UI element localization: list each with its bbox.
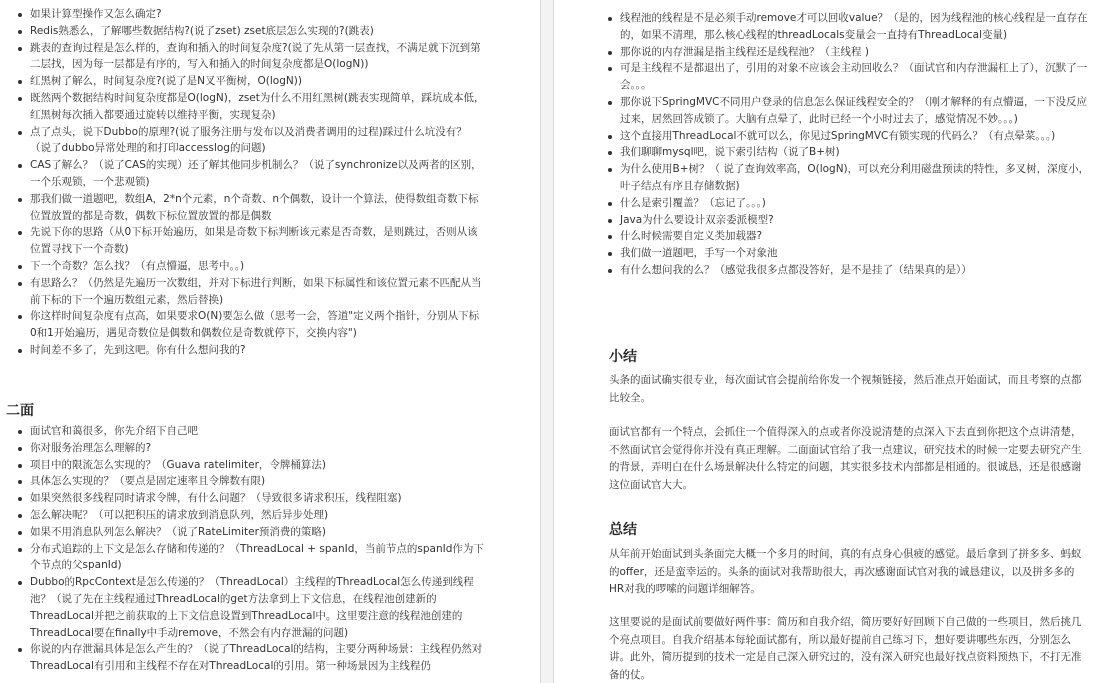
bullet-icon — [608, 151, 612, 155]
bullet-icon — [18, 514, 22, 518]
list-item — [620, 195, 1090, 212]
list-item-text: 项目中的限流怎么实现的？（Guava ratelimiter，令牌桶算法) — [30, 458, 327, 471]
bullet-icon — [18, 430, 22, 434]
bullet-icon — [18, 531, 22, 535]
list-item-text: 有什么想问我的么？（感觉我很多点都没答好，是不是挂了（结果真的是）） — [620, 263, 972, 276]
list-item — [620, 161, 1090, 195]
list-item-text: 面试官和蔼很多，你先介绍下自己吧 — [30, 425, 198, 437]
list-item — [30, 574, 485, 641]
bullet-icon — [18, 131, 22, 135]
bullet-icon — [18, 265, 22, 269]
list-item — [30, 473, 485, 490]
list-item-text: 具体怎么实现的？（要点是固定速率且令牌数有限) — [30, 475, 266, 488]
bullet-icon — [608, 135, 612, 139]
list-item — [30, 541, 485, 575]
list-item — [30, 73, 485, 90]
bullet-icon — [18, 97, 22, 101]
question-list-first-round — [30, 6, 485, 359]
bullet-icon — [608, 235, 612, 239]
bullet-icon — [18, 30, 22, 34]
list-item-text: 如果计算型操作又怎么确定? — [30, 8, 162, 20]
list-item — [620, 228, 1090, 245]
conclusion-paragraph-2: 这里要说的是面试前要做好两件事：简历和自我介绍，简历要好好回顾下自己做的一些项目，然后挑几个亮点项目。自我介绍基本每轮面试都有，所以最好提前自己练习下，想好要讲哪些东西，分别怎么讲。此外，简历提到的技术一定是自己深入研究过的，没有深入研究也最好找点资料预热下，不打无准备的仗。 — [609, 616, 1082, 681]
list-item — [620, 10, 1090, 44]
list-item-text: 下一个奇数？怎么找？（有点懵逼，思考中。。) — [30, 259, 245, 272]
bullet-icon — [608, 17, 612, 21]
bullet-icon — [18, 47, 22, 51]
list-item-text: 你这样时间复杂度有点高，如果要求O(N)要怎么做（思考一会，答道"定义两个指针，分别从下标0和1开始遍历，遇见奇数位是偶数和偶数位是奇数就停下，交换内容") — [30, 310, 480, 340]
list-item-text: 我们聊聊mysql吧，说下索引结构（说了B+树) — [620, 146, 840, 159]
bullet-icon — [18, 497, 22, 501]
section-title-second-round: 二面 — [6, 403, 34, 419]
bullet-icon — [18, 164, 22, 168]
list-item-text: 怎么解决呢？（可以把积压的请求放到消息队列，然后异步处理) — [30, 508, 329, 521]
list-item-text: 你说的内存泄漏具体是怎么产生的？（说了ThreadLocal的结构，主要分两种场景：主线程仍然对ThreadLocal有引用和主线程不存在对ThreadLocal的引用。第一种场景因为主线程仍 — [30, 643, 483, 673]
bullet-icon — [18, 315, 22, 319]
bullet-icon — [18, 282, 22, 286]
bullet-icon — [608, 269, 612, 273]
summary-paragraph-1: 头条的面试确实很专业，每次面试官会提前给你发一个视频链接，然后准点开始面试，而且考察的点都比较全。 — [609, 374, 1082, 404]
list-item-text: 有思路么？（仍然是先遍历一次数组，并对下标进行判断，如果下标属性和该位置元素不匹配从当前下标的下一个遍历数组元素，然后替换) — [30, 276, 482, 306]
list-item-text: 线程池的线程是不是必须手动remove才可以回收value？（是的，因为线程池的核心线程是一直存在的，如果不清理，那么核心线程的threadLocals变量会一直持有ThreadLocal变量) — [620, 12, 1088, 41]
list-item-text: 如果突然很多线程同时请求令牌，有什么问题？（导致很多请求积压，线程阻塞) — [30, 492, 402, 505]
bullet-icon — [608, 202, 612, 206]
list-item — [30, 90, 485, 124]
bullet-icon — [18, 447, 22, 451]
list-item-text: 那你说的内存泄漏是指主线程还是线程池？（主线程 ) — [620, 45, 869, 58]
list-item-text: CAS了解么？（说了CAS的实现）还了解其他同步机制么？（说了synchronize以及两者的区别，一个乐观锁，一个悲观锁) — [30, 159, 482, 188]
summary-title: 小结 — [609, 349, 637, 365]
list-item — [30, 490, 485, 507]
list-item — [30, 524, 485, 541]
list-item — [30, 224, 485, 258]
bullet-icon — [18, 480, 22, 484]
list-item — [620, 94, 1090, 128]
list-item — [30, 191, 485, 225]
list-item — [30, 507, 485, 524]
bullet-icon — [18, 80, 22, 84]
list-item — [30, 308, 485, 342]
list-item — [620, 128, 1090, 145]
conclusion-title: 总结 — [609, 522, 637, 538]
list-item — [30, 457, 485, 474]
list-item — [30, 440, 485, 457]
list-item — [620, 212, 1090, 229]
bullet-icon — [608, 219, 612, 223]
bullet-icon — [608, 101, 612, 105]
bullet-icon — [18, 648, 22, 652]
list-item — [30, 6, 485, 23]
bullet-icon — [18, 349, 22, 353]
list-item — [620, 245, 1090, 262]
list-item — [30, 258, 485, 275]
list-item-text: 那我们做一道题吧，数组A，2*n个元素，n个奇数、n个偶数，设计一个算法，使得数组奇数下标位置放置的都是奇数，偶数下标位置放置的都是偶数 — [30, 192, 479, 222]
list-item-text: 跳表的查询过程是怎么样的，查询和插入的时间复杂度?(说了先从第一层查找，不满足就下沉到第二层找，因为每一层都是有序的，写入和插入的时间复杂度都是O(logN)) — [30, 41, 481, 71]
list-item — [30, 342, 485, 359]
bullet-icon — [18, 13, 22, 17]
list-item — [30, 275, 485, 309]
list-item — [620, 44, 1090, 61]
list-item-text: 可是主线程不是都退出了，引用的对象不应该会主动回收么？（面试官和内存泄漏杠上了），沉默了一会。。。 — [620, 62, 1088, 92]
list-item-text: Redis熟悉么，了解哪些数据结构?(说了zset) zset底层怎么实现的?(跳表) — [30, 24, 374, 37]
summary-paragraph-2: 面试官都有一个特点，会抓住一个值得深入的点或者你没说清楚的点深入下去直到你把这个点讲清楚，不然面试官会觉得你并没有真正理解。二面面试官给了我一点建议，研究技术的时候一定要去研究产生的背景，弄明白在什么场景解决什么特定的问题，其实很多技术内部都是相通的。很诚恳，还是很感谢这位面试官大大。 — [609, 426, 1082, 491]
list-item-text: 如果不用消息队列怎么解决？（说了RateLimiter预消费的策略) — [30, 525, 326, 538]
list-item — [30, 423, 485, 440]
list-item-text: 我们做一道题吧，手写一个对象池 — [620, 247, 778, 260]
question-list-continued — [620, 10, 1090, 279]
bullet-icon — [18, 231, 22, 235]
list-item-text: Java为什么要设计双亲委派模型? — [620, 213, 774, 226]
list-item-text: 先说下你的思路（从0下标开始遍历，如果是奇数下标判断该元素是否奇数，是则跳过，否则从该位置寻找下一个奇数) — [30, 226, 478, 256]
list-item — [30, 23, 485, 40]
list-item — [30, 40, 485, 74]
list-item-text: 那你说下SpringMVC不同用户登录的信息怎么保证线程安全的？（刚才解释的有点懵逼，一下没反应过来，居然回答成锁了。大脑有点晕了，此时已经一个小时过去了，感觉情况不妙。。。) — [620, 95, 1087, 125]
right-page — [553, 0, 1111, 683]
question-list-second-round — [30, 423, 485, 675]
list-item-text: 这个直接用ThreadLocal不就可以么，你见过SpringMVC有锁实现的代码么？（有点晕菜。。。) — [620, 129, 1056, 142]
list-item — [30, 641, 485, 675]
list-item-text: 什么时候需要自定义类加载器? — [620, 230, 763, 243]
list-item-text: 红黑树了解么，时间复杂度?(说了是N叉平衡树，O(logN)) — [30, 75, 302, 88]
bullet-icon — [608, 252, 612, 256]
list-item-text: Dubbo的RpcContext是怎么传递的？（ThreadLocal）主线程的ThreadLocal怎么传递到线程池？（说了先在主线程通过ThreadLocal的get方法拿到上下文信息，在线程池创建新的ThreadLocal并把之前获取的上下文信息设置到ThreadLocal中。这里要注意的线程池创建的ThreadLocal要在finally中手动remove，不然会有内存泄漏的问题) — [30, 576, 474, 639]
bullet-icon — [608, 51, 612, 55]
list-item-text: 什么是索引覆盖？（忘记了。。。) — [620, 196, 766, 209]
list-item — [30, 157, 485, 191]
list-item-text: 你对服务治理怎么理解的? — [30, 441, 152, 454]
list-item-text: 分布式追踪的上下文是怎么存储和传递的？（ThreadLocal + spanId，当前节点的spanId作为下个节点的父spanId) — [30, 542, 484, 572]
bullet-icon — [18, 464, 22, 468]
bullet-icon — [608, 67, 612, 71]
bullet-icon — [18, 581, 22, 585]
left-page — [0, 0, 541, 683]
list-item-text: 时间差不多了，先到这吧。你有什么想问我的? — [30, 343, 246, 356]
list-item-text: 为什么使用B+树？（ 说了查询效率高，O(logN)，可以充分利用磁盘预读的特性，多叉树，深度小，叶子结点有序且存储数据) — [620, 163, 1090, 192]
bullet-icon — [18, 548, 22, 552]
conclusion-paragraph-1: 从年前开始面试到头条面完大概一个多月的时间，真的有点身心俱疲的感觉。最后拿到了拼多多、蚂蚁的offer，还是蛮幸运的。头条的面试对我帮助很大，再次感谢面试官对我的诚恳建议，以及拼多多的HR对我的啰嗦的问题详细解答。 — [609, 548, 1082, 595]
list-item-text: 既然两个数据结构时间复杂度都是O(logN)，zset为什么不用红黑树(跳表实现简单，踩坑成本低，红黑树每次插入都要通过旋转以维持平衡，实现复杂) — [30, 91, 485, 121]
bullet-icon — [608, 168, 612, 172]
list-item — [620, 60, 1090, 94]
list-item — [620, 262, 1090, 279]
list-item-text: 点了点头，说下Dubbo的原理?(说了服务注册与发布以及消费者调用的过程)踩过什么坑没有？（说了dubbo异常处理的和打印accesslog的问题) — [30, 125, 467, 155]
bullet-icon — [18, 198, 22, 202]
list-item — [30, 124, 485, 158]
list-item — [620, 144, 1090, 161]
